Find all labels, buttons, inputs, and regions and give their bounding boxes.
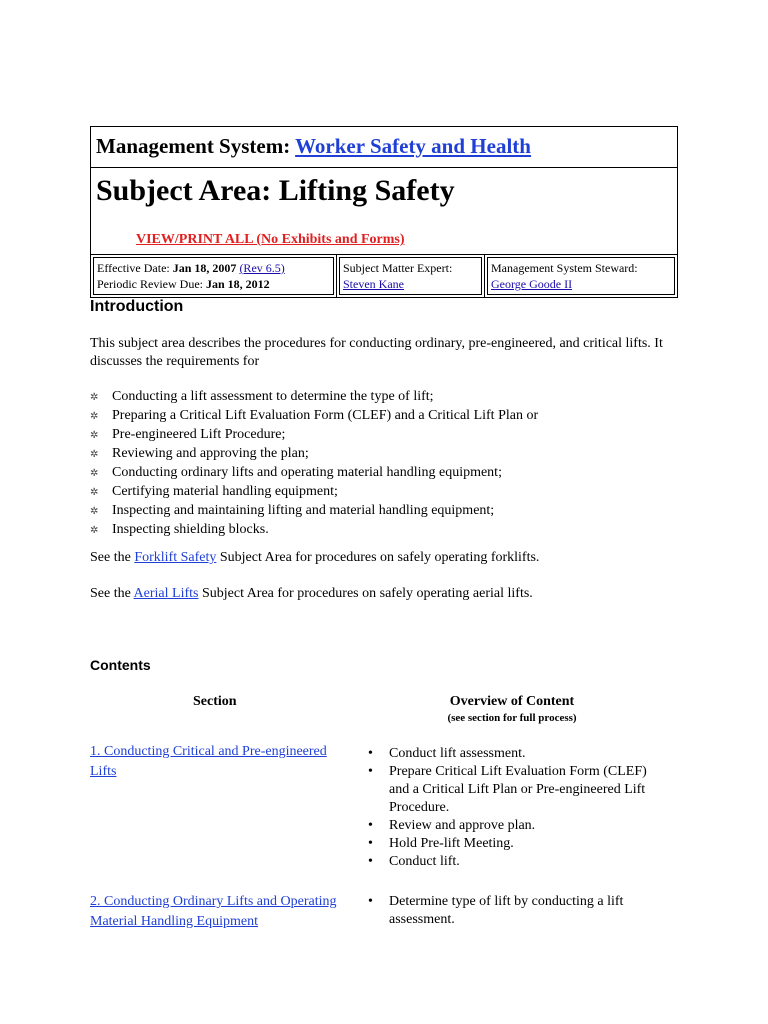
management-system-title: [96, 134, 531, 159]
header-box: [90, 126, 678, 298]
list-item: • Determine type of lift by conducting a lift assessment.: [368, 894, 624, 927]
bullet-dot-icon: •: [368, 854, 373, 869]
aerial-lifts-link[interactable]: Aerial Lifts: [133, 586, 199, 601]
forklift-safety-link[interactable]: Forklift Safety: [134, 550, 217, 565]
list-item: ✲ Inspecting and maintaining lifting and material handling equipment;: [90, 502, 538, 521]
star-bullet-icon: ✲: [90, 449, 99, 460]
bullet-dot-icon: •: [368, 894, 373, 909]
sme-link[interactable]: Steven Kane: [343, 277, 404, 291]
view-print-all-link[interactable]: VIEW/PRINT ALL (No Exhibits and Forms): [136, 232, 405, 247]
list-item: ✲ Conducting ordinary lifts and operating material handling equipment;: [90, 464, 538, 483]
list-item: ✲ Conducting a lift assessment to determine the type of lift;: [90, 388, 538, 407]
effective-label: Effective Date:: [97, 261, 170, 275]
overview-column-subheader: (see section for full process): [447, 712, 577, 724]
section-column-header: Section: [193, 694, 237, 709]
bullet-dot-icon: •: [368, 818, 373, 833]
list-item: ✲ Reviewing and approving the plan;: [90, 445, 538, 464]
introduction-heading: Introduction: [90, 298, 184, 315]
bullet-dot-icon: •: [368, 836, 373, 851]
star-bullet-icon: ✲: [90, 392, 99, 403]
contents-heading: Contents: [90, 657, 151, 673]
star-bullet-icon: ✲: [90, 411, 99, 422]
steward-cell: [485, 255, 677, 297]
subject-area-title: Subject Area: Lifting Safety: [96, 174, 455, 207]
star-bullet-icon: ✲: [90, 468, 99, 479]
aerial-paragraph: See the Aerial Lifts Subject Area for procedures on safely operating aerial lifts.: [90, 586, 533, 601]
revision-link[interactable]: (Rev 6.5): [239, 261, 285, 275]
overview-column-header: Overview of Content: [449, 694, 575, 709]
sme-label: Subject Matter Expert:: [343, 261, 453, 275]
management-system-row: [91, 127, 677, 168]
ms-prefix: Management System:: [96, 134, 291, 158]
requirements-list: [90, 388, 538, 540]
forklift-paragraph: See the Forklift Safety Subject Area for procedures on safely operating forklifts.: [90, 550, 540, 565]
steward-label: Management System Steward:: [491, 261, 638, 275]
list-item: ✲ Pre-engineered Lift Procedure;: [90, 426, 538, 445]
review-label: Periodic Review Due:: [97, 277, 203, 291]
section-1-link[interactable]: 1. Conducting Critical and Pre-engineered Lifts: [90, 744, 327, 779]
meta-row: [91, 255, 677, 297]
list-item: • Conduct lift.: [368, 854, 460, 869]
bullet-dot-icon: •: [368, 746, 373, 761]
list-item: • Review and approve plan.: [368, 818, 536, 833]
section-2-overview: [368, 893, 668, 929]
list-item: • Conduct lift assessment.: [368, 746, 526, 761]
intro-paragraph: This subject area describes the procedures for conducting ordinary, pre-engineered, and critical lifts. It discusses the requirements for: [90, 336, 663, 369]
star-bullet-icon: ✲: [90, 506, 99, 517]
section-2-link[interactable]: 2. Conducting Ordinary Lifts and Operating Material Handling Equipment: [90, 894, 337, 929]
worker-safety-link[interactable]: Worker Safety and Health: [295, 134, 531, 158]
list-item: ✲ Inspecting shielding blocks.: [90, 521, 538, 540]
star-bullet-icon: ✲: [90, 487, 99, 498]
effective-date: Jan 18, 2007: [172, 261, 237, 275]
star-bullet-icon: ✲: [90, 525, 99, 536]
steward-link[interactable]: George Goode II: [491, 277, 573, 291]
list-item: • Hold Pre-lift Meeting.: [368, 836, 514, 851]
sme-cell: [337, 255, 485, 297]
subject-area-row: [91, 168, 677, 255]
list-item: • Prepare Critical Lift Evaluation Form (CLEF) and a Critical Lift Plan or Pre-engineered Lift Procedure.: [368, 764, 647, 815]
review-date: Jan 18, 2012: [205, 277, 270, 291]
section-1-overview: [368, 745, 668, 871]
list-item: ✲ Certifying material handling equipment;: [90, 483, 538, 502]
list-item: ✲ Preparing a Critical Lift Evaluation Form (CLEF) and a Critical Lift Plan or: [90, 407, 538, 426]
dates-cell: [91, 255, 337, 297]
bullet-dot-icon: •: [368, 764, 373, 779]
star-bullet-icon: ✲: [90, 430, 99, 441]
